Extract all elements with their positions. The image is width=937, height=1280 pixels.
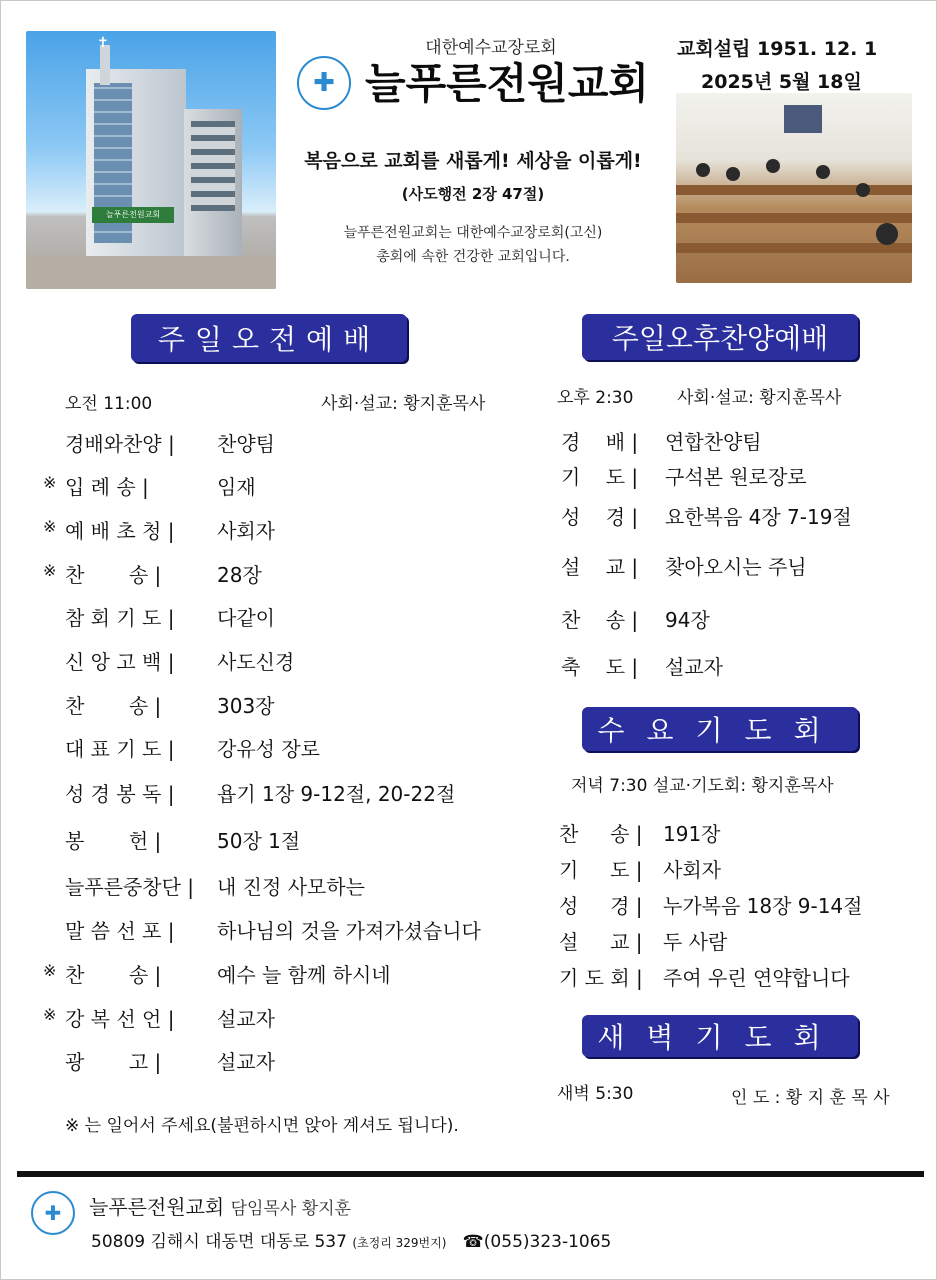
program-label: 늘푸른중창단 | [65,875,195,899]
building-windows [191,121,235,211]
pew [676,185,912,195]
program-value: 94장 [665,608,710,632]
program-value: 설교자 [665,655,723,679]
program-value: 사회자 [217,519,275,543]
standing-mark: ※ [43,561,57,580]
program-label: 찬 송 | [65,694,162,718]
congregant [726,167,740,181]
program-label: 참 회 기 도 | [65,606,175,630]
program-value: 임재 [217,475,256,499]
standing-mark: ※ [43,961,57,980]
afternoon-worship-title: 주일오후찬양예배 [582,314,858,360]
cross-icon: ✝ [97,35,109,51]
morning-leader: 사회·설교: 황지훈목사 [321,394,486,414]
program-label: 성 경 봉 독 | [65,782,175,806]
program-value: 요한복음 4장 7-19절 [665,505,852,529]
pew [676,243,912,253]
bulletin-date: 2025년 5월 18일 [701,71,862,93]
program-label: 찬 송 | [65,963,162,987]
program-label: 신 앙 고 백 | [65,650,175,674]
description-line: 총회에 속한 건강한 교회입니다. [376,249,570,265]
phone-icon: ☎(055)323-1065 [462,1232,612,1252]
church-cross-logo-icon: ✚ [31,1191,75,1235]
program-value: 연합찬양팀 [665,430,762,454]
program-value: 두 사람 [663,930,728,954]
footer-church-name: 늘푸른전원교회 [89,1195,225,1219]
building-tower [100,45,110,85]
program-label: 기 도 | [559,858,643,882]
program-value: 설교자 [217,1007,275,1031]
program-value: 구석본 원로장로 [665,465,807,489]
morning-worship-title: 주일오전예배 [131,314,407,362]
standing-mark: ※ [43,517,57,536]
program-label: 예 배 초 청 | [65,519,175,543]
program-label: 광 고 | [65,1050,162,1074]
program-label: 찬 송 | [559,822,643,846]
building-sign: 늘푸른전원교회 [92,207,174,223]
program-label: 성 경 | [559,894,643,918]
program-value: 설교자 [217,1050,275,1074]
program-label: 경 배 | [561,430,639,454]
projector-screen [784,105,822,133]
standing-mark: ※ [43,1005,57,1024]
congregant [816,165,830,179]
slogan: 복음으로 교회를 새롭게! 세상을 이롭게! [304,150,642,172]
footer-church [89,1191,351,1220]
dawn-prayer-title: 새벽기도회 [582,1015,858,1057]
congregant [856,183,870,197]
footer-address [91,1227,611,1252]
address-text: 50809 김해시 대동면 대동로 537 [91,1232,347,1252]
program-value: 주여 우린 연약합니다 [663,966,850,990]
congregant [766,159,780,173]
program-value: 사회자 [663,858,721,882]
program-value: 50장 1절 [217,829,301,853]
address-note: (초정리 329번지) [352,1236,447,1250]
dawn-leader: 인 도 : 황 지 훈 목 사 [731,1088,890,1108]
program-label: 성 경 | [561,505,639,529]
footer-divider [17,1171,924,1177]
program-label: 축 도 | [561,655,639,679]
church-name: 늘푸른전원교회 [365,59,650,108]
program-value: 다같이 [217,606,275,630]
church-description [283,221,663,269]
standing-note: ※ 는 일어서 주세요(불편하시면 앉아 계셔도 됩니다). [65,1116,459,1136]
wednesday-prayer-title: 수요기도회 [582,707,858,751]
program-value: 예수 늘 함께 하시네 [217,963,391,987]
pew [676,213,912,223]
morning-time: 오전 11:00 [65,394,153,414]
program-value: 28장 [217,563,262,587]
program-value: 내 진정 사모하는 [217,875,365,899]
program-label: 설 교 | [561,555,639,579]
program-value: 찾아오시는 주님 [665,555,807,579]
program-value: 사도신경 [217,650,295,674]
program-label: 기 도 | [561,465,639,489]
program-value: 강유성 장로 [217,737,320,761]
church-cross-logo-icon: ✚ [297,56,351,110]
dawn-time: 새벽 5:30 [557,1084,634,1104]
footer-pastor: 담임목사 황지훈 [230,1199,351,1219]
program-label: 강 복 선 언 | [65,1007,175,1031]
program-value: 욥기 1장 9-12절, 20-22절 [217,782,456,806]
description-line: 늘푸른전원교회는 대한예수교장로회(고신) [343,225,603,241]
founded-date: 교회설립 1951. 12. 1 [677,38,878,60]
program-label: 설 교 | [559,930,643,954]
worship-interior-photo [676,93,912,283]
program-label: 입 례 송 | [65,475,149,499]
congregant [876,223,898,245]
program-label: 경배와찬양 | [65,432,175,456]
denomination: 대한예수교장로회 [425,38,557,58]
program-value: 누가복음 18장 9-14절 [663,894,863,918]
program-value: 303장 [217,694,275,718]
program-label: 봉 헌 | [65,829,162,853]
program-value: 찬양팀 [217,432,275,456]
program-value: 하나님의 것을 가져가셨습니다 [217,919,481,943]
standing-mark: ※ [43,473,57,492]
program-label: 말 씀 선 포 | [65,919,175,943]
program-label: 찬 송 | [65,563,162,587]
congregant [696,163,710,177]
program-label: 기 도 회 | [559,966,643,990]
wednesday-info: 저녁 7:30 설교·기도회: 황지훈목사 [571,776,834,796]
ground [26,256,276,289]
slogan-verse: (사도행전 2장 47절) [401,185,545,203]
church-building-photo [26,31,276,289]
afternoon-leader: 사회·설교: 황지훈목사 [677,388,842,408]
program-value: 191장 [663,822,721,846]
afternoon-time: 오후 2:30 [557,388,634,408]
program-label: 찬 송 | [561,608,639,632]
program-label: 대 표 기 도 | [65,737,175,761]
